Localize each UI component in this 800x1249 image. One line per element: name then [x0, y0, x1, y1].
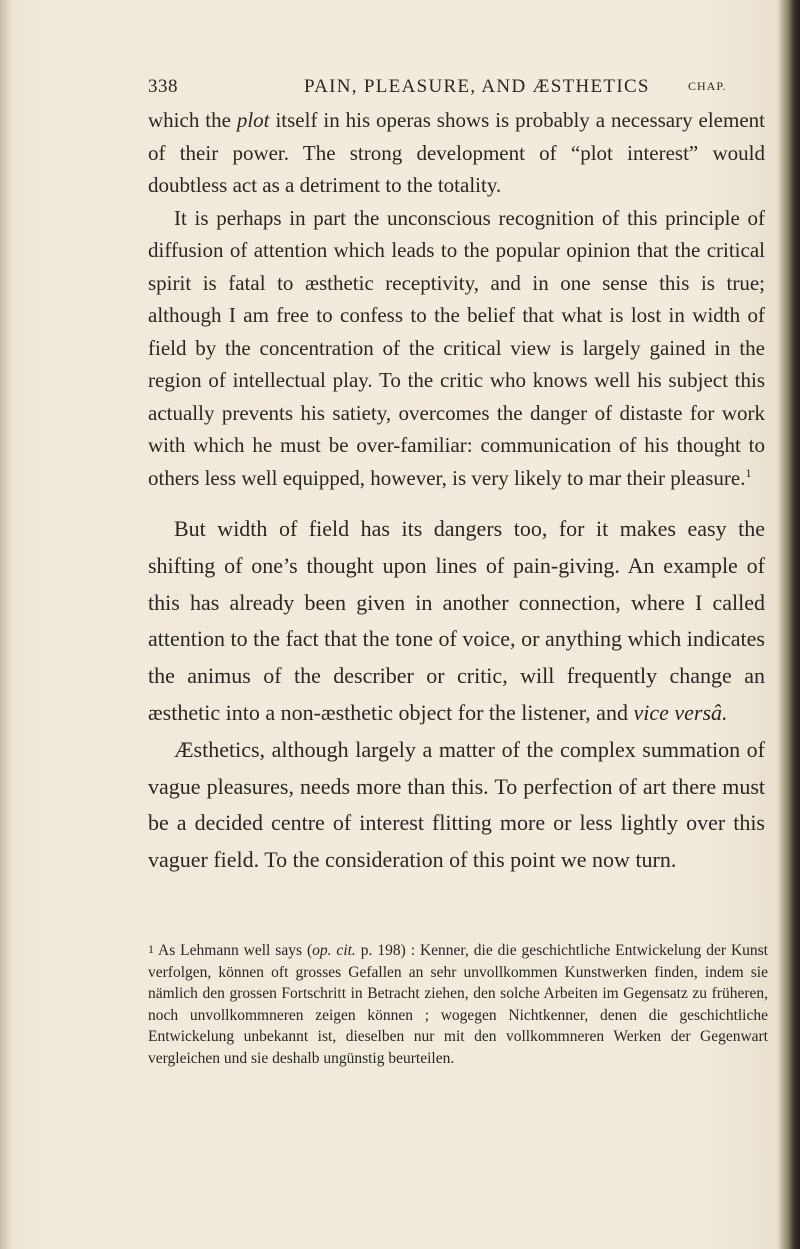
paragraph-2-text: It is perhaps in part the unconscious recognition of this principle of diffusion of attention which leads to the popular opinion that the critical spirit is fatal to æsthetic receptivity, and in one sense this is true; although I am free to confess to the belief that what is lost in width of field by the concentration of the critical view is largely gained in the region of intellectual play. To the critic who knows well his subject this actually prevents his satiety, overcomes the danger of distaste for work with which he must be over-familiar: communication of his thought to others less well equipped, however, is very likely to mar their pleasure.: [148, 205, 765, 490]
paragraph-1: [148, 104, 765, 202]
page-edge-shadow: [778, 0, 800, 1249]
footnote-mark: 1: [148, 942, 154, 956]
footnote-emphasis: op. cit.: [312, 942, 356, 959]
paragraph-2: [148, 202, 765, 495]
footnote: [148, 939, 768, 1069]
page-gutter-shadow: [0, 0, 10, 1249]
page-header: [148, 76, 768, 106]
page-number: 338: [148, 76, 178, 97]
paragraph-1-text-b: itself in his operas shows is probably a necessary element of their power. The strong development of “plot interest” would doubtless act as a detriment to the totality.: [148, 108, 765, 197]
chapter-label: CHAP.: [688, 79, 727, 93]
footnote-text-a: As Lehmann well says (: [158, 942, 313, 959]
paragraph-3: [148, 511, 765, 732]
main-text: [148, 104, 765, 879]
paragraph-3-emphasis: vice versâ.: [633, 699, 728, 725]
paragraph-1-text-a: which the: [148, 108, 237, 132]
running-title: PAIN, PLEASURE, AND ÆSTHETICS: [304, 76, 650, 97]
footnote-text-b: p. 198) : Kenner, die die geschichtliche Entwickelung der Kunst verfolgen, können oft grosses Gefallen an sehr unvollkommen Kunstwerken finden, indem sie nämlich den grossen Fortschritt in Betracht ziehen, den solche Arbeiten im Gegensatz zu früheren, noch unvollkommneren zeigen können ; wogegen Nichtkenner, denen die geschichtliche Entwickelung unbekannt ist, dieselben nur mit den vollkommneren Werken der Gegenwart vergleichen und sie deshalb ungünstig beurteilen.: [148, 942, 768, 1067]
paragraph-4: Æsthetics, although largely a matter of the complex summation of vague pleasures, needs more than this. To perfection of art there must be a decided centre of interest flitting more or less lightly over this vaguer field. To the consideration of this point we now turn.: [148, 736, 765, 873]
paragraph-1-emphasis: plot: [236, 108, 270, 132]
footnote-reference: 1: [745, 465, 752, 480]
paragraph-3-text: But width of field has its dangers too, for it makes easy the shifting of one’s thought upon lines of pain-giving. An example of this has already been given in another connection, where I called attention to the fact that the tone of voice, or anything which indicates the animus of the describer or critic, will frequently change an æsthetic into a non-æsthetic object for the listener, and: [148, 516, 765, 725]
